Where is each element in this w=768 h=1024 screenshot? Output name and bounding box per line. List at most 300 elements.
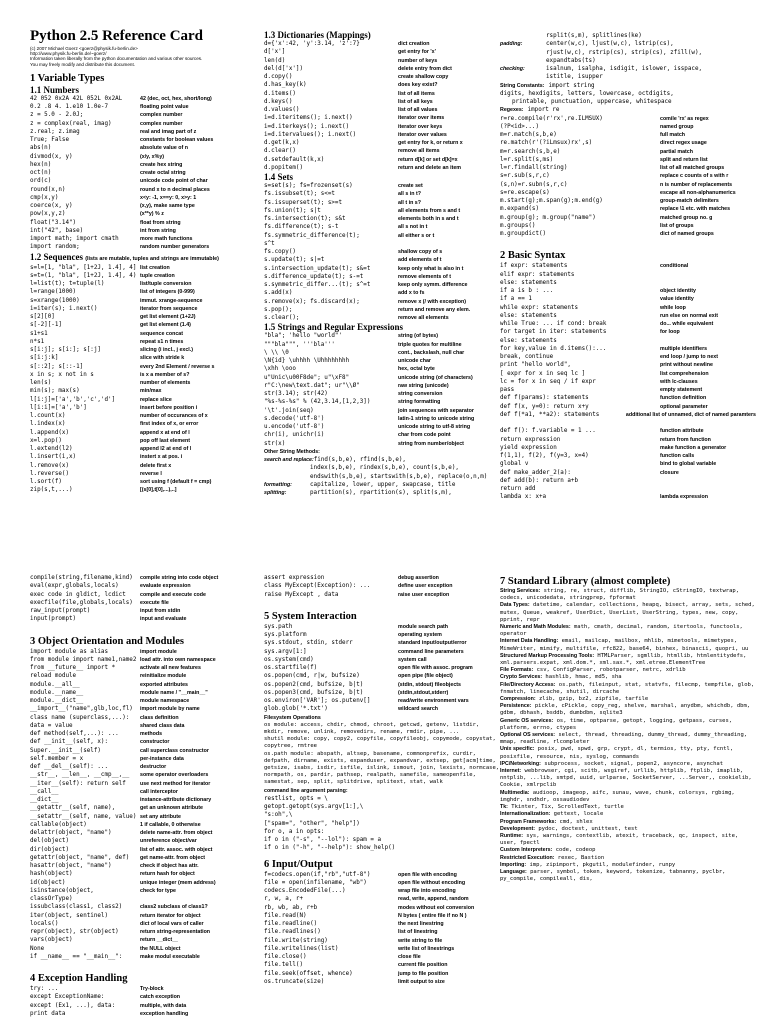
row-description: all s not in t <box>398 224 428 231</box>
row-code: compile(string,filename,kind) <box>30 575 133 581</box>
row-code: os.popen2(cmd, bufsize, b|t) <box>264 681 364 688</box>
row-description: command line parameters <box>398 648 464 655</box>
row-code: d={'x':42, 'y':3.14, 'z':7} <box>264 41 360 47</box>
table-row <box>500 230 756 238</box>
row-code: if expr: statements <box>500 263 568 270</box>
stdlib-category: Importing: <box>500 861 527 868</box>
filesystem-text-3: os.path module: abspath, altsep, basename, commonprefix, curdir, defpath, dirname, exists, expanduser, expandvar, extsep, get[acm]time, getsize, isabs, isdir, isfile, islink, ismout, join, lexists, normcase, normpath, os, pardir, pathsep, realpath, samefile, sameopenfile, samestat, sep, split, splitdrive, splitext, stat, walk <box>264 750 500 786</box>
table-row <box>30 936 266 944</box>
table-row <box>30 297 266 305</box>
row-code: vars(object) <box>30 937 73 944</box>
row-description: group-match delimiters <box>660 198 719 204</box>
row-code: s=l=[1, "bla", [1+2J, 1.4], 4] <box>30 264 137 271</box>
stdlib-item <box>500 862 756 869</box>
row-code: file.close() <box>264 954 307 961</box>
row-description: standard input/output/error <box>398 640 467 647</box>
row-description: use next method for iterator <box>140 780 211 787</box>
table-row <box>30 903 266 911</box>
row-description: input from stdin <box>140 608 181 614</box>
table-row <box>500 181 756 189</box>
row-description: list comprehension <box>660 370 709 377</box>
row-description: additional list of unnamed, dict of named paramters <box>625 411 756 418</box>
row-code: l=range(1000) <box>30 289 77 296</box>
table-row <box>30 321 266 329</box>
row-code: file.readlines() <box>264 929 321 936</box>
row-description <box>398 240 500 248</box>
row-description: exception handling <box>140 1010 189 1017</box>
row-label <box>264 464 310 472</box>
row-description: comile 'rx' as regex <box>660 115 709 122</box>
other-string-methods-label: Other String Methods: <box>264 448 320 455</box>
row-code: True; False <box>30 137 70 144</box>
row-code: __iter__(self): return self <box>30 780 126 787</box>
row-description: floating point value <box>140 104 189 111</box>
table-row <box>264 240 500 248</box>
bottom-column-2 <box>264 574 500 986</box>
row-description: multiple, with data <box>140 1002 187 1009</box>
row-code: else: statements <box>500 312 557 319</box>
row-code: (?P<id>...) <box>500 123 540 130</box>
row-description: sort using f (default f = cmp) <box>140 479 212 486</box>
row-code: __getattr__(self, name), <box>30 805 116 812</box>
row-code: exec code in gldict, lcdict <box>30 591 126 598</box>
table-row <box>264 464 500 472</box>
cmdline-code <box>264 795 500 853</box>
row-code: Super.__init__(self) <box>30 747 101 754</box>
row-description: iterator over values <box>398 131 447 138</box>
table-row <box>264 623 500 631</box>
row-description: empty statement <box>660 387 703 393</box>
string-constants-2: digits, hexdigits, letters, lowercase, octdigits, <box>500 90 674 97</box>
row-code: lc = for x in seq / if expr <box>500 378 596 385</box>
row-code: hex(n) <box>30 161 52 168</box>
row-code: def method(self,...): ... <box>30 731 119 737</box>
table-row <box>500 394 756 402</box>
row-code: fs.symmetric_difference(t); <box>264 232 360 239</box>
row-description: per-instance data <box>140 755 184 762</box>
table-row <box>264 65 500 73</box>
row-description: the NULL object <box>140 945 181 952</box>
row-description: compile and execute code <box>140 591 206 598</box>
row-label <box>500 49 546 57</box>
table-row <box>264 382 500 390</box>
numbers-table <box>30 95 266 252</box>
syntax-table <box>500 262 756 501</box>
row-code: 0.2 .8 4. 1.e10 1.0e-7 <box>30 104 109 111</box>
row-code: u"Unic\u00F8de"; u"\xF8" <box>264 374 350 381</box>
filesystem-text-2: shutil module: copy, copy2, copyfile, copyfileobj, copymode, copystat, copytree, rmtree <box>264 736 496 750</box>
row-code: else: statements <box>500 279 557 286</box>
row-code: s=xrange(1000) <box>30 297 80 304</box>
table-row <box>264 190 500 198</box>
table-row <box>30 928 266 936</box>
stdlib-modules: os, time, optparse, getopt, logging, getpass, curses, platform, errno, ctypes <box>500 717 733 731</box>
subsection-heading <box>30 252 266 264</box>
row-description: run else on normal exit <box>660 312 718 319</box>
table-row <box>30 1002 266 1010</box>
table-row <box>30 437 266 445</box>
cmdline-label: command line argument parsing: <box>264 787 348 794</box>
assert-table <box>264 574 500 599</box>
row-code: str(x) <box>264 440 286 447</box>
row-code: del(object) <box>30 838 70 845</box>
row-description: list creation <box>140 264 170 271</box>
row-description: list of all items <box>398 90 435 97</box>
row-description: import module <box>140 648 177 655</box>
row-code: callable(object) <box>30 821 87 828</box>
row-description: import module by name <box>140 706 200 713</box>
table-row <box>264 887 500 895</box>
table-row <box>264 639 500 647</box>
table-row <box>264 961 500 969</box>
table-row <box>500 156 756 164</box>
row-code: delattr(object, "name") <box>30 830 112 836</box>
row-code: d.items() <box>264 90 296 97</box>
row-code: 42 052 0x2A 42L 052L 0x2AL <box>30 95 123 102</box>
row-description: latin-1 string to unicode string <box>398 415 475 422</box>
table-row <box>264 357 500 365</box>
row-code: istitle, isupper <box>546 74 603 81</box>
row-description: round x to n decimal places <box>140 186 210 193</box>
row-label: search and replace: <box>264 457 314 463</box>
table-row <box>500 452 756 460</box>
table-row <box>264 98 500 106</box>
row-description: return from function <box>660 436 711 443</box>
row-description: reinitialize module <box>140 673 187 680</box>
row-description: write list of linestrings <box>398 945 455 952</box>
table-row <box>500 131 756 139</box>
table-row <box>30 330 266 338</box>
row-code: l=list(t); t=tuple(l) <box>30 281 105 288</box>
subsection-heading: 1.1 Numbers <box>30 84 79 95</box>
table-row <box>30 672 266 680</box>
row-code: issubclass(class1, class2) <box>30 904 123 911</box>
row-code: coerce(x, y) <box>30 203 73 210</box>
row-code: os.startfile(f) <box>264 665 318 671</box>
row-description: list of all values <box>398 107 438 113</box>
row-code: [ expr for x in seq lc ] <box>500 370 586 377</box>
row-code: m.groups() <box>500 222 536 229</box>
row-code: global v <box>500 461 529 468</box>
row-description: dict of named groups <box>660 231 714 237</box>
code-line: "s:oh",\ <box>264 812 293 819</box>
row-code: def f(): f.variable = 1 ... <box>500 428 596 435</box>
table-row <box>264 81 500 89</box>
row-description: create shallow copy <box>398 74 449 80</box>
table-row <box>264 928 500 936</box>
code-line: for o, a in opts: <box>264 828 325 835</box>
row-code: try: ... <box>30 986 59 992</box>
row-code: i=iter(s); i.next() <box>30 305 98 312</box>
row-description: remove x (/ with exception) <box>398 298 466 305</box>
row-description <box>660 337 756 345</box>
row-description: join sequences with separator <box>398 407 474 414</box>
stdlib-item <box>500 718 756 732</box>
row-description: unique integer (mem address) <box>140 879 216 886</box>
row-description: string (of bytes) <box>398 333 439 340</box>
row-code: file.writelines(list) <box>264 945 339 952</box>
table-row <box>30 194 266 202</box>
row-label <box>500 57 546 65</box>
section-heading: 4 Exception Handling <box>30 973 128 984</box>
table-row <box>500 312 756 320</box>
row-description: absolute value of n <box>140 145 188 152</box>
stdlib-modules: hashlib, hmac, md5, sha <box>545 674 622 681</box>
row-description: [(s[0],t[0],...),..] <box>140 487 177 494</box>
row-code: index(s,b,e), rindex(s,b,e), count(s,b,e), <box>310 465 459 472</box>
row-code: sys.argv[1:] <box>264 648 307 655</box>
table-row <box>30 128 266 136</box>
row-description: list of groups <box>660 222 694 229</box>
row-description: add x to fs <box>398 290 425 297</box>
sequences-note: (lists are mutable, tuples and strings are immutable) <box>85 255 219 262</box>
row-description: dict creation <box>398 41 430 47</box>
row-description: return and delete an item <box>398 164 461 171</box>
row-label: formatting: <box>264 481 292 488</box>
row-description: wrap file into encoding <box>398 888 456 895</box>
stdlib-item <box>500 826 756 833</box>
table-row <box>30 396 266 404</box>
row-description: optional parameter <box>660 403 708 410</box>
table-row <box>500 189 756 197</box>
row-description: modes without eol conversion <box>398 904 475 911</box>
stdlib-list <box>500 588 756 883</box>
row-description: char from code point <box>398 432 451 439</box>
row-code: s.symmetric_differ...(t); s^=t <box>264 282 371 288</box>
row-description: create hex string <box>140 161 183 168</box>
row-description: function attribute <box>660 428 704 435</box>
stdlib-item <box>500 855 756 862</box>
table-row <box>500 271 756 279</box>
row-code: len(s) <box>30 380 52 387</box>
table-row <box>264 672 500 680</box>
table-row <box>264 681 500 689</box>
stdlib-modules: csv, ConfigParser, robotparser, netrc, xdrlib <box>536 667 686 674</box>
table-row <box>30 738 266 746</box>
row-description: list of attr. assoc. with object <box>140 846 213 853</box>
row-code: r"C:\new\text.dat"; ur"\\Ø" <box>264 382 360 389</box>
stdlib-category: Development: <box>500 825 536 832</box>
row-description: closure <box>660 469 679 476</box>
bottom-column-3 <box>500 574 756 883</box>
stdlib-modules: parser, symbol, token, keyword, tokenize, tabnanny, pyclbr, py_compile, compileall, dis, <box>500 868 726 883</box>
row-code: file.readline() <box>264 921 318 928</box>
row-label <box>500 73 546 81</box>
row-description: more math functions <box>140 236 193 243</box>
table-row <box>30 219 266 227</box>
meta-line: (c) 2007 Michael Goerz <goerz@physik.fu-berlin.de> <box>30 46 138 51</box>
table-row <box>30 288 266 296</box>
row-description: Try-block <box>140 986 164 992</box>
row-description: append l2 at end of l <box>140 446 192 453</box>
row-description <box>660 419 756 427</box>
table-row <box>30 313 266 321</box>
stdlib-modules: subprocess, socket, signal, popen2, asyncore, asynchat <box>544 760 724 767</box>
row-code: i=d.iteritems(); i.next() <box>264 115 353 122</box>
table-row <box>30 763 266 771</box>
table-row <box>500 328 756 336</box>
row-code: repr(object), str(object) <box>30 929 119 935</box>
row-description: pop off last element <box>140 437 191 444</box>
row-label: padding: <box>500 41 523 48</box>
row-code: from module import name1,name2 <box>30 656 137 663</box>
stdlib-modules: email, mailcap, mailbox, mhlib, mimetools, mimetypes, MimeWriter, mimify, multifile, rfc822, base64, binhex, binascii, quopri, uu <box>500 638 749 652</box>
row-description: class2 subclass of class1? <box>140 904 208 911</box>
table-row <box>30 697 266 705</box>
table-row <box>30 920 266 928</box>
row-description: reverse l <box>140 470 162 477</box>
table-row <box>30 689 266 697</box>
row-code: while True: ... if cond: break <box>500 321 607 327</box>
row-code: l.insert(i,x) <box>30 454 77 461</box>
row-code: import math; import cmath <box>30 236 119 243</box>
row-description: delete entry from dict <box>398 65 452 72</box>
row-code: os.truncate(size) <box>264 978 325 985</box>
stdlib-modules: pickle, cPickle, copy_reg, shelve, marshal, anydbm, whichdb, dbm, gdbm, dbhash, bsddb, dumbdbm, sqlite3 <box>500 703 751 717</box>
table-row <box>30 804 266 812</box>
table-row <box>500 444 756 452</box>
row-code: min(s); max(s) <box>30 388 80 395</box>
row-code: "%s-%s-%s" % (42,3.14,[1,2,3]) <box>264 399 371 406</box>
table-row <box>500 493 756 501</box>
stdlib-category: Tk: <box>500 804 508 811</box>
row-code <box>500 419 660 427</box>
table-row <box>500 345 756 353</box>
row-description: get entry for 'x' <box>398 49 436 56</box>
row-code: file.seek(offset, whence) <box>264 970 353 977</box>
row-description: value identity <box>660 296 694 303</box>
table-row <box>500 378 756 386</box>
row-code: cmp(x,y) <box>30 194 59 201</box>
row-description: n is number of replacements <box>660 181 733 188</box>
row-description: all elements from s and t <box>398 207 461 214</box>
table-row <box>264 199 500 207</box>
row-code: z = 5.0 - 2.0J; <box>30 112 84 119</box>
row-code: u.encode('utf-8') <box>264 424 325 430</box>
row-code: l.reverse() <box>30 470 70 477</box>
row-code: sys.platform <box>264 632 307 638</box>
row-description: N bytes ( entire file if no N ) <box>398 912 467 919</box>
table-row <box>264 374 500 382</box>
row-code: id(object) <box>30 879 66 886</box>
row-code: d.keys() <box>264 98 293 105</box>
row-description: do... while equivalent <box>660 321 714 327</box>
row-description <box>660 271 756 279</box>
row-code: m.expand(s) <box>500 206 540 213</box>
row-code: i=d.itervalues(); i.next() <box>264 131 357 138</box>
row-description: create set <box>398 183 423 189</box>
table-row <box>30 887 266 895</box>
row-code: re.match(r'(?iLmsux)rx',s) <box>500 140 593 147</box>
row-description: constants for boolean values <box>140 137 214 144</box>
table-row <box>30 993 266 1001</box>
table-row <box>30 338 266 346</box>
row-code: fs.difference(t); s-t <box>264 224 339 231</box>
row-description: exported attributes <box>140 681 188 688</box>
table-row <box>30 945 266 953</box>
row-code: module.__name__ <box>30 689 84 696</box>
row-code: None <box>30 945 45 952</box>
table-row <box>30 103 266 111</box>
table-row <box>500 32 756 40</box>
row-code: pow(x,y,z) <box>30 211 66 218</box>
stdlib-category: Internet: <box>500 768 522 775</box>
row-code: s.remove(x); fs.discard(x); <box>264 298 360 305</box>
section-heading: 7 Standard Library (almost complete) <box>500 576 671 587</box>
row-description: raw string (unicode) <box>398 382 449 389</box>
table-row <box>30 202 266 210</box>
row-code: s.decode('utf-8') <box>264 415 325 422</box>
row-description: conditional <box>660 263 689 270</box>
row-code: os.system(cmd) <box>264 656 314 663</box>
stdlib-category: Persistence: <box>500 703 532 710</box>
row-code: s=r.sub(s,r,c) <box>500 173 550 180</box>
table-row <box>30 95 266 103</box>
table-row <box>30 912 266 920</box>
row-description: unicode char <box>398 358 431 364</box>
row-code: __import__("name",glb,loc,fl) <box>30 706 133 713</box>
string-constants-3: printable, punctuation, uppercase, whitespace <box>512 99 672 105</box>
other-methods-table <box>264 456 500 497</box>
table-row <box>30 346 266 354</box>
stdlib-category: Internationalization: <box>500 811 551 818</box>
row-code: s.pop(); <box>264 306 293 313</box>
table-row <box>264 73 500 81</box>
stdlib-item <box>500 638 756 652</box>
row-description <box>140 895 266 903</box>
stdlib-category: Optional OS services: <box>500 732 556 739</box>
table-row <box>30 363 266 371</box>
stdlib-modules: string, re, struct, difflib, StringIO, cStringIO, textwrap, codecs, unicodedata, stringprep, fpformat <box>500 588 740 602</box>
header-meta <box>30 46 266 67</box>
row-description: multiple identifiers <box>660 345 708 352</box>
row-code: d.clear() <box>264 148 296 155</box>
table-row <box>30 722 266 730</box>
table-row <box>30 953 266 961</box>
row-description: while loop <box>660 304 686 311</box>
table-row <box>500 73 756 81</box>
strings-table <box>264 332 500 448</box>
row-description: get name-attr. from object <box>140 854 206 861</box>
stdlib-category: Multimedia: <box>500 789 530 796</box>
table-row <box>264 953 500 961</box>
row-code: raise MyExcept , data <box>264 591 339 598</box>
stdlib-modules: gettext, locale <box>553 811 604 818</box>
row-description: unreference object/var <box>140 838 197 845</box>
table-row <box>264 895 500 903</box>
table-row <box>30 705 266 713</box>
row-code: m=r.match(s,b,e) <box>500 132 557 138</box>
table-row <box>500 436 756 444</box>
row-code: ord(c) <box>30 178 52 185</box>
stdlib-category: Language: <box>500 868 527 875</box>
table-row <box>264 978 500 986</box>
row-code: iter(object, sentinel) <box>30 912 109 919</box>
row-description: end loop / jump to next <box>660 354 718 360</box>
row-description: 42 (dec, oct, hex, short/long) <box>140 95 212 102</box>
table-row <box>30 813 266 821</box>
row-description: print without newline <box>660 362 713 369</box>
row-description: unicode string to utf-8 string <box>398 424 471 430</box>
row-description: check if object has attr. <box>140 863 199 869</box>
row-description: activate all new features <box>140 665 201 671</box>
row-code: raw_input(prompt) <box>30 608 91 614</box>
row-description: methods <box>140 731 163 737</box>
row-code: getattr(object, "name", def) <box>30 854 130 861</box>
stdlib-item <box>500 682 756 696</box>
system-table <box>264 623 500 714</box>
table-row <box>264 139 500 147</box>
